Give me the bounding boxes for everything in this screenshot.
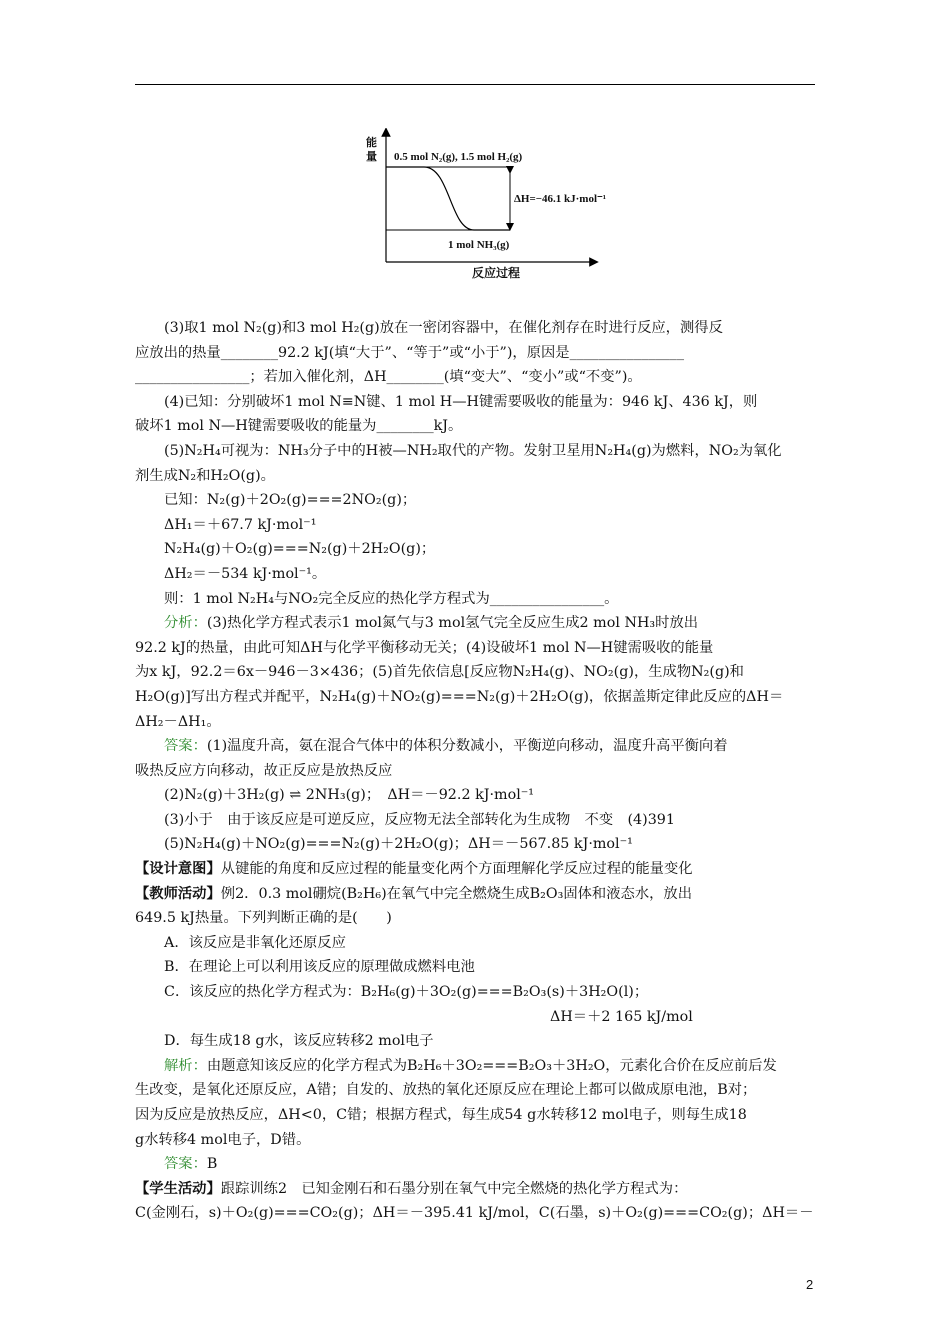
design-line: [135, 857, 815, 882]
text-line: 则：1 mol N₂H₄与NO₂完全反应的热化学方程式为________________。: [164, 590, 619, 607]
text-line: 因为反应是放热反应，ΔH<0，C错；根据方程式，每生成54 g水转移12 mol电子，则每生成18: [135, 1107, 747, 1123]
text-line: (3)小于 由于该反应是可逆反应，反应物无法全部转化为生成物 不变 (4)391: [164, 811, 675, 828]
page-number: 2: [806, 1277, 814, 1292]
option-b: B．在理论上可以利用该反应的原理做成燃料电池: [164, 959, 475, 976]
jiexi-line: [135, 1054, 815, 1079]
x-axis-label: 反应过程: [472, 266, 521, 280]
text-line: 生改变，是氧化还原反应，A错；自发的、放热的氧化还原反应在理论上都可以做成原电池，B对；: [135, 1082, 757, 1099]
answer-line: [135, 1152, 815, 1177]
text-line: 跟踪训练2 已知金刚石和石墨分别在氧气中完全燃烧的热化学方程式为：: [220, 1180, 688, 1197]
answer-tag: 答案：: [164, 1156, 207, 1173]
teacher-tag: 【教师活动】: [135, 885, 221, 902]
design-tag: 【设计意图】: [135, 861, 221, 878]
text-line: (4)已知：分别破坏1 mol N≡N键、1 mol H—H键需要吸收的能量为：946 kJ、436 kJ，则: [164, 393, 758, 410]
text-line: 吸热反应方向移动，故正反应是放热反应: [135, 762, 393, 779]
text-line: (5)N₂H₄(g)＋NO₂(g)===N₂(g)＋2H₂O(g)；ΔH＝－567.85 kJ·mol⁻¹: [164, 836, 633, 853]
energy-diagram: [362, 128, 607, 280]
text-line: ΔH₂－ΔH₁。: [135, 713, 221, 730]
text-line: (1)温度升高，氨在混合气体中的体积分数减小，平衡逆向移动，温度升高平衡向着: [206, 738, 728, 755]
text-line: (5)N₂H₄可视为：NH₃分子中的H被—NH₂取代的产物。发射卫星用N₂H₄(g)为燃料，NO₂为氧化: [164, 442, 782, 459]
student-tag: 【学生活动】: [135, 1180, 221, 1197]
reaction-curve: [386, 167, 510, 230]
text-line: 92.2 kJ的热量，由此可知ΔH与化学平衡移动无关；(4)设破坏1 mol N—H键需吸收的能量: [135, 639, 714, 656]
analysis-tag: 分析：: [164, 615, 207, 632]
reactant-label: 0.5 mol N₂(g), 1.5 mol H₂(g): [394, 151, 523, 163]
text-line: (2)N₂(g)＋3H₂(g) ⇌ 2NH₃(g)； ΔH＝－92.2 kJ·mol⁻¹: [164, 787, 535, 804]
text-line: B: [206, 1156, 218, 1173]
text-line: ΔH＝＋2 165 kJ/mol: [550, 1008, 693, 1025]
delta-h-label: ΔH=−46.1 kJ·mol⁻¹: [514, 193, 607, 205]
text-line: H₂O(g)]写出方程式并配平，N₂H₄(g)＋NO₂(g)===N₂(g)＋2H₂O(g)，依据盖斯定律此反应的ΔH＝: [135, 688, 784, 705]
text-line: g水转移4 mol电子，D错。: [135, 1131, 311, 1148]
text-line: 从键能的角度和反应过程的能量变化两个方面理解化学反应过程的能量变化: [220, 861, 693, 878]
text-line: C(金刚石，s)＋O₂(g)===CO₂(g)；ΔH＝－395.41 kJ/mol，C(石墨，s)＋O₂(g)===CO₂(g)；ΔH＝－: [135, 1205, 814, 1222]
text-line: ΔH₂＝－534 kJ·mol⁻¹。: [164, 565, 327, 582]
text-line: 例2．0.3 mol硼烷(B₂H₆)在氧气中完全燃烧生成B₂O₃固体和液态水，放出: [220, 885, 693, 902]
text-line: (3)热化学方程式表示1 mol氮气与3 mol氢气完全反应生成2 mol NH₃时放出: [206, 615, 699, 632]
analysis-line: [135, 611, 815, 636]
text-line: N₂H₄(g)＋O₂(g)===N₂(g)＋2H₂O(g)；: [164, 541, 436, 558]
answer-tag: 答案：: [164, 738, 207, 755]
text-line: 破坏1 mol N—H键需要吸收的能量为________kJ。: [135, 418, 463, 435]
option-c: C．该反应的热化学方程式为：B₂H₆(g)＋3O₂(g)===B₂O₃(s)＋3H₂O(l)；: [164, 984, 649, 1001]
text-line: ΔH₁＝＋67.7 kJ·mol⁻¹: [164, 516, 317, 533]
text-line: 为x kJ，92.2＝6x－946－3×436；(5)首先依信息[反应物N₂H₄(g)、NO₂(g)，生成物N₂(g)和: [135, 664, 744, 681]
student-line: [135, 1177, 815, 1202]
document-body: [135, 316, 815, 1226]
text-line: 由题意知该反应的化学方程式为B₂H₆＋3O₂===B₂O₃＋3H₂O，元素化合价在反应前后发: [206, 1057, 777, 1074]
text-line: 应放出的热量________92.2 kJ(填“大于”、“等于”或“小于”)，原因是________________: [135, 344, 684, 361]
text-line: (3)取1 mol N₂(g)和3 mol H₂(g)放在一密闭容器中，在催化剂存在时进行反应，测得反: [164, 320, 723, 336]
text-line: 剂生成N₂和H₂O(g)。: [135, 467, 275, 484]
teacher-line: [135, 882, 815, 907]
text-line: 已知：N₂(g)＋2O₂(g)===2NO₂(g)；: [164, 492, 417, 509]
option-a: A．该反应是非氧化还原反应: [164, 934, 346, 951]
text-line: 649.5 kJ热量。下列判断正确的是( ): [135, 910, 392, 927]
y-axis-label: 能量: [366, 136, 377, 163]
header-rule: [135, 84, 815, 85]
option-d: D．每生成18 g水，该反应转移2 mol电子: [164, 1033, 434, 1050]
answer-line: [135, 734, 815, 759]
product-label: 1 mol NH₃(g): [448, 239, 510, 251]
text-line: ________________；若加入催化剂，ΔH________(填“变大”、“变小”或“不变”)。: [135, 369, 642, 386]
jiexi-tag: 解析：: [164, 1057, 207, 1074]
